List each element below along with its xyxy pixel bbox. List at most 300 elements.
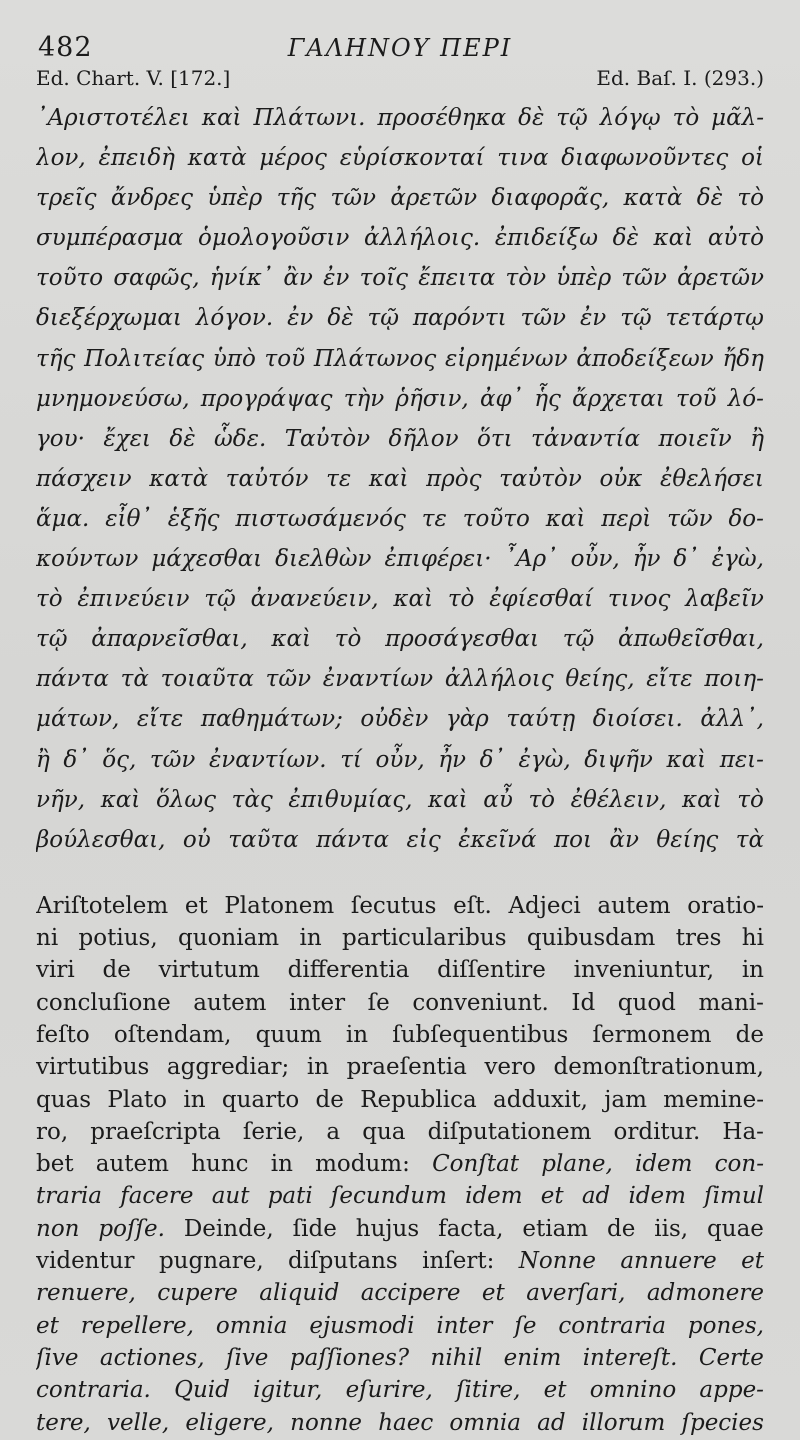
greek-word: παρόντι: [412, 305, 507, 332]
greek-word: τοῦ: [264, 345, 306, 372]
latin-word: ſerie,: [242, 1118, 305, 1145]
greek-word: ἐθέλειν,: [570, 786, 667, 813]
latin-italic-word: et: [543, 1377, 567, 1404]
latin-word: ſermonem: [592, 1021, 712, 1048]
latin-italic-word: tere,: [36, 1409, 91, 1436]
greek-word: τἀναντία: [531, 425, 641, 452]
latin-word: adduxit,: [493, 1086, 588, 1113]
greek-text-line: [36, 459, 764, 499]
latin-word: de: [315, 1086, 344, 1113]
greek-word: οὖν,: [570, 546, 620, 573]
greek-word: λόγῳ: [599, 105, 661, 131]
latin-italic-word: igitur,: [253, 1377, 323, 1404]
greek-word: εἴτε: [646, 666, 693, 693]
greek-word: Πολιτείας: [84, 345, 205, 372]
greek-word: σαφῶς,: [113, 265, 200, 292]
latin-word: quod: [617, 989, 676, 1016]
greek-word: δ᾿: [673, 546, 699, 573]
greek-word: ποιη-: [704, 666, 764, 693]
greek-word: ἐπιφέρει·: [384, 546, 492, 573]
latin-word: feſto: [36, 1021, 90, 1048]
greek-word: τῶν: [265, 666, 312, 693]
latin-italic-word: nonne: [290, 1409, 363, 1436]
greek-word: καὶ: [682, 786, 722, 813]
section-gap: [36, 860, 764, 890]
greek-word: τῷ: [620, 305, 652, 332]
greek-word: ἡνίκ᾿: [209, 265, 274, 292]
latin-italic-word: traria: [36, 1183, 103, 1210]
greek-word: εἰς: [406, 826, 441, 853]
greek-word: λό-: [727, 385, 764, 412]
latin-text-line: [36, 890, 764, 922]
latin-word: praeſentia: [346, 1054, 467, 1081]
greek-word: καὶ: [653, 225, 694, 252]
greek-word: τῶν: [667, 505, 713, 532]
greek-word: διελθὼν: [275, 546, 372, 573]
latin-italic-word: omnia: [449, 1409, 521, 1436]
latin-word: quas: [36, 1086, 92, 1113]
greek-word: παθημάτων;: [200, 706, 343, 733]
latin-text-line: [36, 1116, 764, 1148]
greek-word: καὶ: [666, 746, 707, 773]
greek-word: βούλεσθαι,: [36, 826, 166, 853]
greek-text-line: [36, 820, 764, 860]
greek-word: τῷ: [562, 626, 595, 653]
latin-italic-word: cupere: [157, 1280, 238, 1307]
greek-word: πάσχειν: [36, 465, 132, 492]
greek-word: τρεῖς: [36, 185, 97, 212]
latin-italic-word: pati: [267, 1183, 313, 1210]
latin-italic-word: idem: [465, 1183, 523, 1210]
latin-word: Platonem: [224, 892, 335, 919]
greek-word: δὲ: [327, 305, 354, 332]
greek-word: πει-: [719, 746, 764, 773]
greek-word: τῷ: [36, 626, 68, 653]
greek-word: καὶ: [428, 786, 468, 813]
latin-text-line: [36, 1180, 764, 1212]
latin-word: inſert:: [422, 1248, 495, 1275]
greek-word: τε: [326, 465, 352, 492]
greek-word: τῆς: [36, 345, 76, 372]
latin-italic-word: non: [36, 1215, 80, 1242]
greek-word: ῏Αρ᾿: [504, 546, 558, 573]
greek-word: ἐφίεσθαί: [489, 586, 594, 613]
greek-word: τὰ: [120, 666, 149, 693]
greek-word: ἢ: [36, 746, 50, 773]
latin-italic-word: illorum: [581, 1409, 666, 1436]
greek-text-line: [36, 499, 764, 539]
latin-word: in: [741, 957, 764, 984]
greek-word: ἐν: [323, 265, 350, 292]
greek-word: ποιεῖν: [658, 425, 732, 452]
greek-word: λαβεῖν: [685, 586, 764, 613]
greek-word: Ταὐτὸν: [284, 425, 371, 452]
latin-word: conveniunt.: [412, 989, 549, 1016]
greek-word: μνημονεύσω,: [36, 385, 190, 412]
latin-italic-word: enim: [503, 1344, 562, 1371]
page-number: 482: [38, 32, 93, 63]
greek-text-line: [36, 699, 764, 739]
latin-word: oſtendam,: [113, 1021, 232, 1048]
greek-word: εὑρίσκονταί: [339, 145, 485, 172]
greek-word: διαφωνοῦντες: [561, 145, 729, 172]
latin-word: diſſentire: [437, 957, 546, 984]
greek-word: τὰς: [231, 786, 273, 813]
greek-word: ὅς,: [102, 746, 137, 773]
latin-italic-word: renuere,: [36, 1280, 136, 1307]
greek-word: τὴν: [343, 385, 385, 412]
latin-word: qua: [362, 1118, 406, 1145]
latin-word: jam: [604, 1086, 647, 1113]
greek-word: ἀλλ᾿,: [700, 706, 764, 733]
greek-word: πρὸς: [426, 465, 482, 492]
latin-word: viri: [36, 957, 75, 984]
latin-italic-word: eſurire,: [345, 1377, 433, 1404]
greek-word: ἐπιθυμίας,: [288, 786, 413, 813]
greek-word: ἀπαρνεῖσθαι,: [91, 626, 248, 653]
greek-word: καὶ: [201, 105, 242, 131]
greek-word: ἀρετῶν: [390, 185, 478, 212]
greek-word: ἑξῆς: [167, 505, 220, 532]
greek-word: κατὰ: [623, 185, 683, 212]
greek-word: εἶθ᾿: [105, 505, 152, 532]
greek-word: τοῖς: [359, 265, 409, 292]
latin-word: virtutum: [158, 957, 260, 984]
greek-word: ὑπὸ: [212, 345, 256, 372]
latin-word: ſecutus: [350, 892, 437, 919]
latin-word: inter: [289, 989, 346, 1016]
greek-word: εἴτε: [136, 706, 184, 733]
greek-word: δ᾿: [63, 746, 89, 773]
latin-word: pugnare,: [158, 1248, 264, 1275]
greek-word: τὸ: [672, 105, 700, 131]
latin-word: quum: [255, 1021, 322, 1048]
latin-italic-word: ſpecies: [681, 1409, 764, 1436]
latin-word: quoniam: [178, 925, 280, 952]
greek-word: τὰ: [735, 826, 764, 853]
greek-word: νῆν,: [36, 786, 86, 813]
greek-word: τετάρτῳ: [665, 305, 764, 332]
greek-word: δὲ: [696, 185, 723, 212]
greek-word: καὶ: [100, 786, 141, 813]
latin-word: quarto: [221, 1086, 300, 1113]
greek-word: ῥῆσιν,: [395, 385, 469, 412]
greek-word: προγράψας: [200, 385, 333, 412]
greek-word: λον,: [36, 145, 86, 172]
greek-word: ἀπωθεῖσθαι,: [617, 626, 764, 653]
greek-word: πιστωσάμενός: [235, 505, 406, 532]
greek-word: καὶ: [393, 586, 434, 613]
latin-word: modum:: [315, 1151, 410, 1178]
greek-word: δὲ: [518, 105, 545, 131]
greek-word: κατὰ: [149, 465, 209, 492]
greek-word: ἐπιδείξω: [494, 225, 598, 252]
greek-word: ᾿Αριστοτέλει: [36, 105, 190, 131]
latin-italic-word: facere: [120, 1183, 194, 1210]
greek-word: τὸ: [528, 786, 556, 813]
greek-word: τὸ: [447, 586, 475, 613]
page-header: [36, 22, 764, 66]
greek-word: τοῦ: [675, 385, 717, 412]
latin-text-line: [36, 987, 764, 1019]
greek-word: Πλάτωνι.: [253, 105, 366, 131]
latin-word: de: [607, 1215, 636, 1242]
latin-text-line: [36, 1213, 764, 1245]
latin-word: in: [306, 1054, 329, 1081]
greek-word: τὸ: [334, 626, 362, 653]
greek-word: ἀποδείξεων: [576, 345, 714, 372]
greek-word: ἄνδρες: [110, 185, 193, 212]
latin-word: demonſtrationum,: [553, 1054, 764, 1081]
latin-italic-word: et: [481, 1280, 505, 1307]
greek-word: ἧς: [534, 385, 561, 412]
latin-text-line: [36, 1019, 764, 1051]
latin-italic-word: Nonne: [518, 1248, 596, 1275]
greek-word: εἰρημένων: [444, 345, 568, 372]
latin-word: ſe: [367, 989, 390, 1016]
latin-word: quae: [707, 1215, 764, 1242]
latin-text-line: [36, 1051, 764, 1083]
latin-word: concluſione: [36, 989, 171, 1016]
latin-word: vero: [484, 1054, 536, 1081]
greek-word: Πλάτωνος: [313, 345, 437, 372]
latin-italic-word: averſari,: [526, 1280, 626, 1307]
greek-word: κατὰ: [187, 145, 247, 172]
greek-word: αὐτὸ: [707, 225, 764, 252]
greek-word: τὸ: [737, 786, 764, 813]
greek-word: τῶν: [520, 305, 567, 332]
latin-italic-word: Quid: [174, 1377, 230, 1404]
greek-word: καὶ: [545, 505, 586, 532]
greek-word: ἔχει: [103, 425, 151, 452]
greek-word: ἂν: [283, 265, 313, 292]
latin-word: memine-: [663, 1086, 764, 1113]
latin-word: diſputationem: [427, 1118, 592, 1145]
latin-word: orditur.: [613, 1118, 701, 1145]
greek-word: ταὐτόν: [225, 465, 309, 492]
latin-word: in: [270, 1151, 293, 1178]
greek-text-line: [36, 780, 764, 820]
latin-word: in: [183, 1086, 206, 1113]
latin-italic-word: ſive: [36, 1344, 79, 1371]
greek-word: δὲ: [169, 425, 196, 452]
latin-italic-word: ejusmodi: [309, 1312, 415, 1339]
greek-word: διεξέρχωμαι: [36, 305, 182, 332]
edition-chart-reference: Ed. Chart. V. [172.]: [36, 66, 231, 90]
latin-word: particularibus: [342, 925, 507, 952]
latin-italic-word: ad: [537, 1409, 566, 1436]
greek-word: αὖ: [483, 786, 513, 813]
greek-word: τῶν: [149, 746, 196, 773]
greek-word: συμπέρασμα: [36, 225, 184, 252]
latin-italic-word: et: [540, 1183, 564, 1210]
greek-word: ἐν: [579, 305, 607, 332]
greek-word: γὰρ: [446, 706, 489, 733]
latin-italic-word: aliquid: [259, 1280, 340, 1307]
latin-word: hujus: [355, 1215, 420, 1242]
latin-word: aggrediar;: [166, 1054, 290, 1081]
greek-word: θείης: [656, 826, 719, 853]
latin-text-line: [36, 1374, 764, 1406]
greek-text-line: [36, 740, 764, 780]
latin-text-line: [36, 1084, 764, 1116]
latin-italic-word: admonere: [646, 1280, 764, 1307]
greek-word: πάντα: [316, 826, 390, 853]
greek-word: τινος: [607, 586, 671, 613]
greek-word: μέρος: [259, 145, 327, 172]
greek-word: ἀλλήλοις: [444, 666, 554, 693]
latin-italic-word: ſive: [225, 1344, 269, 1371]
greek-text-line: [36, 218, 764, 258]
greek-word: δὲ: [612, 225, 639, 252]
greek-word: ταὐτὸν: [499, 465, 582, 492]
latin-word: de: [102, 957, 131, 984]
greek-word: τοῦτο: [36, 265, 104, 292]
edition-reference-line: [36, 66, 764, 96]
latin-word: iis,: [654, 1215, 689, 1242]
latin-italic-word: appe-: [699, 1377, 764, 1404]
greek-word: προσάγεσθαι: [385, 626, 539, 653]
greek-word: ὑπὲρ: [207, 185, 263, 212]
greek-word: διοίσει.: [592, 706, 683, 733]
latin-italic-word: pones,: [687, 1312, 764, 1339]
greek-text-line: [36, 419, 764, 459]
latin-italic-word: contraria: [558, 1312, 666, 1339]
greek-word: ἐπειδὴ: [98, 145, 175, 172]
greek-word: τῷ: [556, 105, 588, 131]
greek-word: τοῦτο: [462, 505, 530, 532]
greek-word: ὧδε.: [214, 425, 267, 452]
latin-italic-word: Certe: [698, 1344, 764, 1371]
greek-word: ἦν: [632, 546, 661, 573]
greek-word: τὸν: [505, 265, 547, 292]
latin-italic-word: con-: [714, 1151, 764, 1178]
greek-word: τῶν: [621, 265, 667, 292]
greek-text-line: [36, 619, 764, 659]
latin-text-line: [36, 1407, 764, 1439]
latin-word: autem: [597, 892, 671, 919]
latin-italic-word: actiones,: [99, 1344, 205, 1371]
greek-word: λόγον.: [195, 305, 274, 332]
latin-word: et: [184, 892, 208, 919]
latin-text-line: [36, 922, 764, 954]
latin-word: Ariſtotelem: [36, 892, 169, 919]
latin-text-line: [36, 954, 764, 986]
greek-word: ἐκεῖνά: [458, 826, 537, 853]
latin-italic-word: nihil: [430, 1344, 483, 1371]
latin-italic-word: omnino: [589, 1377, 677, 1404]
greek-word: περὶ: [601, 505, 652, 532]
greek-text-line: [36, 138, 764, 178]
latin-italic-word: haec: [378, 1409, 434, 1436]
latin-word: differentia: [287, 957, 410, 984]
latin-italic-word: inter: [436, 1312, 493, 1339]
latin-italic-word: poſſe.: [98, 1215, 165, 1242]
latin-italic-word: idem: [628, 1183, 686, 1210]
latin-word: videntur: [36, 1248, 135, 1275]
latin-word: de: [735, 1021, 764, 1048]
latin-word: Ha-: [722, 1118, 764, 1145]
latin-word: eſt.: [453, 892, 492, 919]
latin-word: praeſcripta: [90, 1118, 221, 1145]
greek-word: μάτων,: [36, 706, 120, 733]
greek-text-line: [36, 178, 764, 218]
latin-word: ni: [36, 925, 59, 952]
edition-basel-reference: Ed. Baſ. I. (293.): [596, 66, 764, 90]
latin-word: diſputans: [288, 1248, 398, 1275]
greek-word: δῆλον: [388, 425, 459, 452]
greek-word: τί: [340, 746, 362, 773]
latin-italic-word: eligere,: [185, 1409, 274, 1436]
greek-word: ὁμολογοῦσιν: [198, 225, 350, 252]
greek-word: τῆς: [276, 185, 317, 212]
greek-word: ἐγὼ,: [711, 546, 764, 573]
latin-word: Plato: [107, 1086, 168, 1113]
latin-word: oratio-: [687, 892, 764, 919]
latin-word: hi: [741, 925, 764, 952]
latin-text-line: [36, 1342, 764, 1374]
latin-italic-word: contraria.: [36, 1377, 151, 1404]
latin-italic-word: aut: [211, 1183, 250, 1210]
latin-word: in: [299, 925, 322, 952]
greek-word: ἄρχεται: [572, 385, 665, 412]
greek-text-line: [36, 379, 764, 419]
latin-italic-word: omnia: [215, 1312, 288, 1339]
greek-word: ὅλως: [155, 786, 217, 813]
greek-word: δο-: [728, 505, 764, 532]
latin-italic-word: velle,: [106, 1409, 170, 1436]
greek-word: τε: [421, 505, 447, 532]
greek-word: ὅτι: [477, 425, 513, 452]
greek-word: ὑπὲρ: [556, 265, 612, 292]
greek-text-line: [36, 579, 764, 619]
greek-word: οὐ: [182, 826, 211, 853]
latin-word: Republica: [360, 1086, 477, 1113]
greek-text-line: [36, 298, 764, 338]
greek-word: ἐθελήσει: [660, 465, 764, 492]
greek-text-line: [36, 339, 764, 379]
latin-italic-word: ſe: [514, 1312, 537, 1339]
latin-italic-word: idem: [634, 1151, 693, 1178]
greek-word: ἔπειτα: [418, 265, 496, 292]
latin-italic-word: Conſtat: [432, 1151, 520, 1178]
latin-text-line: [36, 1245, 764, 1277]
greek-word: καὶ: [368, 465, 409, 492]
latin-word: Deinde,: [183, 1215, 274, 1242]
greek-text-line: [36, 98, 764, 138]
latin-italic-word: intereſt.: [582, 1344, 678, 1371]
greek-word: οὐκ: [599, 465, 643, 492]
greek-word: ἐναντίων.: [208, 746, 327, 773]
greek-word: ποι: [553, 826, 592, 853]
greek-word: καὶ: [271, 626, 312, 653]
greek-word: ἦν: [438, 746, 466, 773]
latin-word: bet: [36, 1151, 74, 1178]
greek-text-line: [36, 539, 764, 579]
latin-word: ro,: [36, 1118, 69, 1145]
latin-word: ſubſequentibus: [392, 1021, 569, 1048]
latin-italic-word: et: [741, 1248, 764, 1275]
greek-word: ταύτῃ: [506, 706, 576, 733]
greek-word: μάχεσθαι: [151, 546, 263, 573]
greek-word: ἂν: [609, 826, 639, 853]
latin-word: ſide: [292, 1215, 337, 1242]
latin-word: tres: [675, 925, 722, 952]
latin-italic-word: ſimul: [704, 1183, 764, 1210]
latin-italic-word: annuere: [620, 1248, 717, 1275]
latin-word: Id: [571, 989, 596, 1016]
greek-word: ἀρετῶν: [677, 265, 764, 292]
